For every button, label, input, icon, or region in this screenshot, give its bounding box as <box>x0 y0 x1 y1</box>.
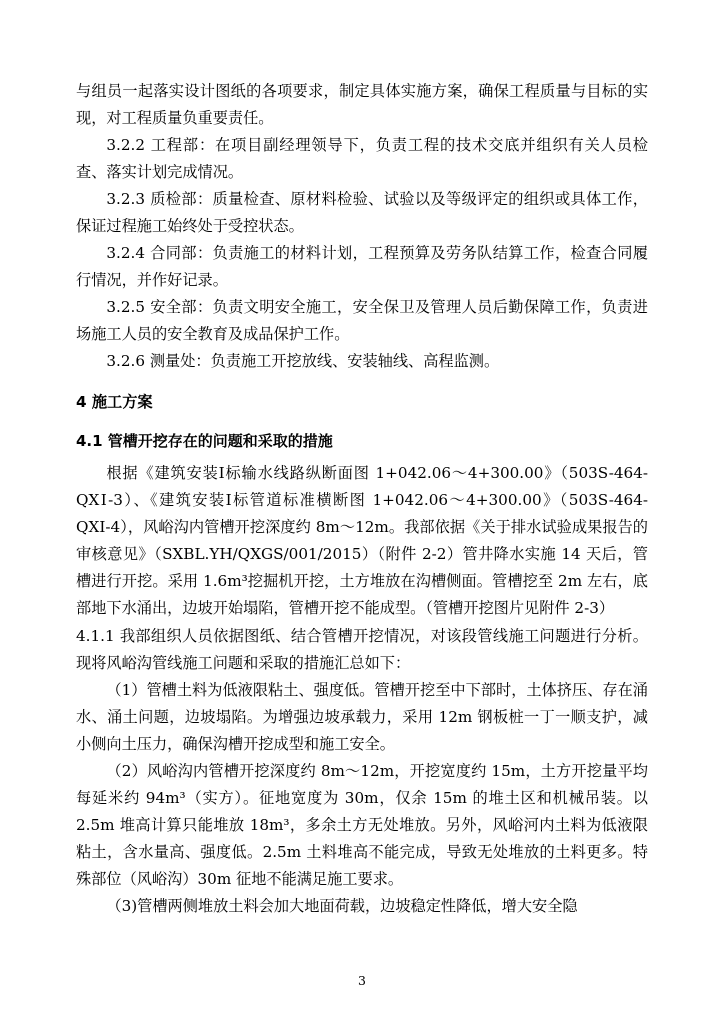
paragraph-continued: 与组员一起落实设计图纸的各项要求，制定具体实施方案，确保工程质量与目标的实现，对工程质量负重要责任。 <box>76 82 648 128</box>
section-heading-4-1: 4.1 管槽开挖存在的问题和采取的措施 <box>76 431 333 450</box>
paragraph-design-basis: 根据《建筑安装Ⅰ标输水线路纵断面图 1+042.06～4+300.00》（503S-464-QXⅠ-3）、《建筑安装Ⅰ标管道标准横断图 1+042.06～4+300.00》（503S-464-QXⅠ-4），风峪沟内管槽开挖深度约 8m～12m。我部依据《关于排水试验成果报告的审核意见》（SXBL.YH/QXGS/001/2015）（附件 2-2）管井降水实施 14 天后，管槽进行开挖。采用 1.6m³挖掘机开挖，土方堆放在沟槽侧面。管槽挖至 2m 左右，底部地下水涌出，边坡开始塌陷，管槽开挖不能成型。（管槽开挖图片见附件 2-3） <box>76 464 648 618</box>
paragraph-3-2-6: 3.2.6 测量处：负责施工开挖放线、安装轴线、高程监测。 <box>106 352 500 371</box>
paragraph-3-2-2: 3.2.2 工程部：在项目副经理领导下，负责工程的技术交底并组织有关人员检查、落实计划完成情况。 <box>76 136 648 182</box>
section-heading-4: 4 施工方案 <box>76 392 153 411</box>
paragraph-3-2-3: 3.2.3 质检部：质量检查、原材料检验、试验以及等级评定的组织或具体工作，保证过程施工始终处于受控状态。 <box>76 190 648 236</box>
paragraph-issue-1: （1）管槽土料为低液限粘土、强度低。管槽开挖至中下部时，土体挤压、存在涌水、涌土问题，边坡塌陷。为增强边坡承载力，采用 12m 钢板桩一丁一顺支护，减小侧向土压力，确保沟槽开挖成型和施工安全。 <box>76 680 648 753</box>
paragraph-3-2-5: 3.2.5 安全部：负责文明安全施工，安全保卫及管理人员后勤保障工作，负责进场施工人员的安全教育及成品保护工作。 <box>76 298 648 344</box>
document-body <box>76 78 648 920</box>
paragraph-4-1-1: 4.1.1 我部组织人员依据图纸、结合管槽开挖情况，对该段管线施工问题进行分析。现将风峪沟管线施工问题和采取的措施汇总如下： <box>76 626 648 672</box>
page-number: 3 <box>358 973 366 988</box>
paragraph-3-2-4: 3.2.4 合同部：负责施工的材料计划，工程预算及劳务队结算工作，检查合同履行情况，并作好记录。 <box>76 244 648 290</box>
paragraph-issue-2: （2）风峪沟内管槽开挖深度约 8m～12m，开挖宽度约 15m，土方开挖量平均每延米约 94m³（实方）。征地宽度为 30m，仅余 15m 的堆土区和机械吊装。以 2.5m 堆高计算只能堆放 18m³，多余土方无处堆放。另外，风峪河内土料为低液限粘土，含水量高、强度低。2.5m 土料堆高不能完成，导致无处堆放的土料更多。特殊部位（风峪沟）30m 征地不能满足施工要求。 <box>76 761 648 888</box>
paragraph-issue-3: （3)管槽两侧堆放土料会加大地面荷载，边坡稳定性降低，增大安全隐 <box>106 897 578 915</box>
